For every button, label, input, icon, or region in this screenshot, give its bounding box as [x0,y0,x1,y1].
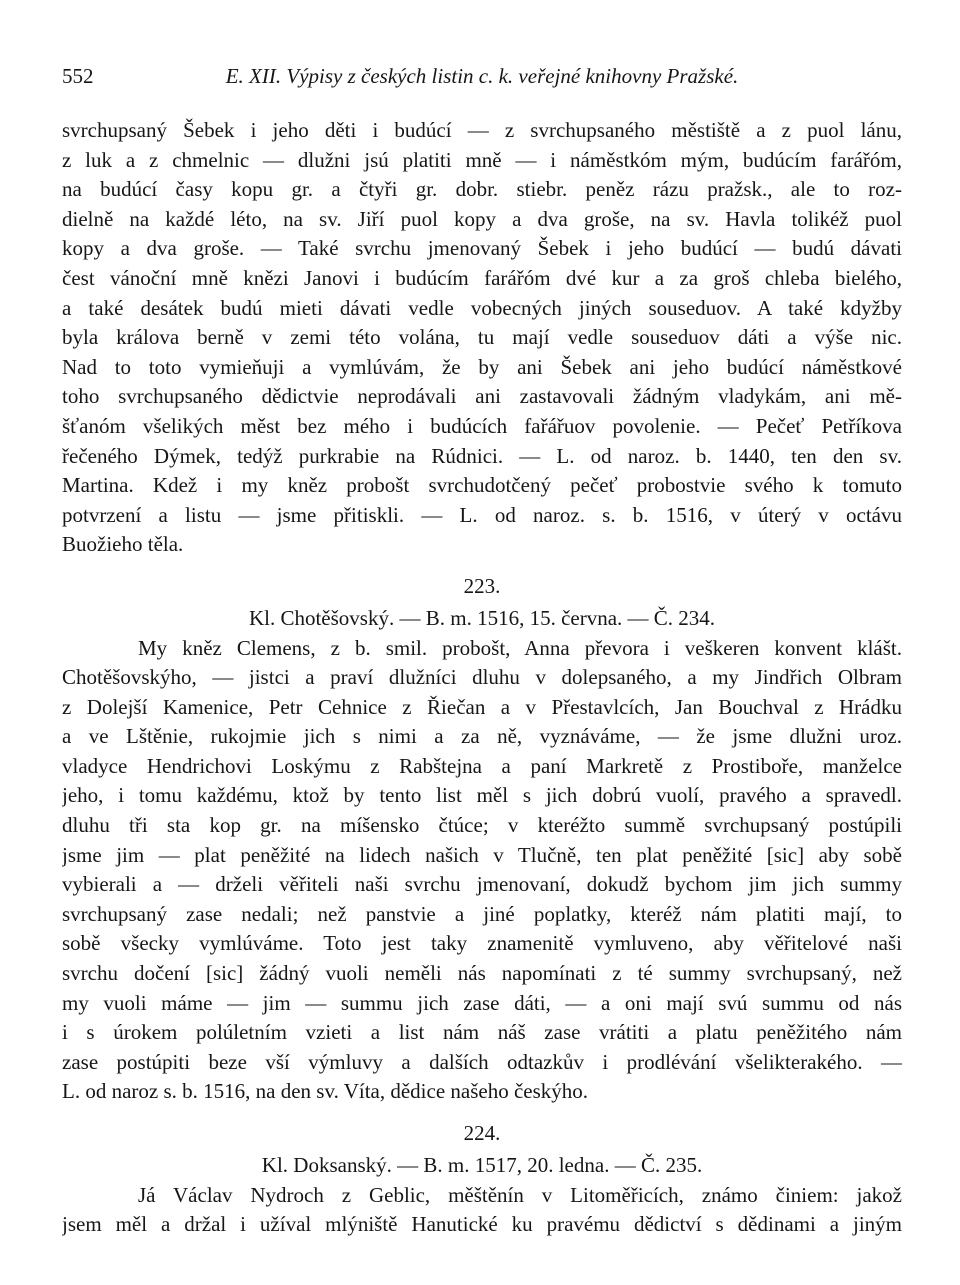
page-number: 552 [62,64,94,88]
document-source: Kl. Chotěšovský. — B. m. 1516, 15. června. — Č. 234. [248,605,716,630]
document-text [62,634,902,1108]
text-line: My kněz Clemens, z b. smil. probošt, Anna převora i veškeren konvent klášt. [138,635,902,660]
text-line: svrchupsaný zase nedali; než panstvie a jiné poplatky, kteréž nám platiti mají, to [62,901,902,926]
text-line: potvrzení a listu — jsme přitiskli. — L. od naroz. s. b. 1516, v úterý v octávu [62,502,902,527]
text-line: z luk a z chmelnic — dlužni jsú platiti mně — i náměstkóm mým, budúcím farářóm, [62,147,902,172]
text-line: i s úrokem polúletním vzieti a list nám náš zase vrátiti a platu peněžitého nám [62,1020,902,1045]
text-line: Nad to toto vymieňuji a vymlúvám, že by ani Šebek ani jeho budúcí náměstkové [62,354,902,379]
text-line: šťanóm všelikých měst bez mého i budúcích fařářuov povolenie. — Pečeť Petříkova [62,413,902,438]
text-line: čest vánoční mně knězi Janovi i budúcím farářóm dvé kur a za groš chleba bielého, [62,265,902,290]
text-line: na budúcí časy kopu gr. a čtyři gr. dobr. stiebr. peněz rázu pražsk., ale to roz- [62,177,902,202]
text-line: Já Václav Nydroch z Geblic, měštěnín v Litoměřicích, známo činiem: jakož [138,1182,902,1207]
text-line: vladyce Hendrichovi Loskýmu z Rabštejna a paní Markretě z Prostiboře, manželce [62,753,902,778]
text-line: jsme jim — plat peněžité na lidech našich v Tlučně, ten plat peněžité [sic] aby sobě [62,842,902,867]
document-number: 223. [463,573,501,598]
continuation-paragraph [62,116,902,560]
text-line: Buožieho těla. [62,532,184,557]
document-source: Kl. Doksanský. — B. m. 1517, 20. ledna. — Č. 235. [261,1153,703,1177]
text-line: sobě všecky vymlúváme. Toto jest taky znamenitě vymluveno, aby věřitelové naši [62,931,902,956]
text-line: zase postúpiti beze vší výmluvy a dalších odtazkův i prodlévání všelikterakého. — [62,1049,902,1074]
text-line: svrchupsaný Šebek i jeho děti i budúcí — z svrchupsaného městiště a z puol lánu, [62,118,902,142]
text-line: řečeného Dýmek, tedýž purkrabie na Rúdnici. — L. od naroz. b. 1440, ten den sv. [62,443,902,468]
text-line: a také desátek budú mieti dávati vedle vobecných jiných souseduov. A také kdyžby [62,295,902,320]
text-line: z Dolejší Kamenice, Petr Cehnice z Řiečan a v Přestavlcích, Jan Bouchval z Hrádku [62,694,902,719]
text-line: jsem měl a držal i užíval mlýniště Hanutické ku pravému dědictví s dědinami a jiným [62,1212,902,1237]
text-line: Chotěšovskýho, — jistci a praví dlužníci dluhu v dolepsaného, a my Jindřich Olbram [62,665,902,690]
text-line: kopy a dva groše. — Také svrchu jmenovaný Šebek i jeho budúcí — budú dávati [62,236,902,261]
text-line: vybierali a — drželi věřiteli naši svrchu jmenovaní, dokudž bychom jim jich summy [62,872,902,897]
text-line: dielně na každé léto, na sv. Jiří puol kopy a dva groše, na sv. Havla tolikéž puol [62,206,902,231]
text-line: dluhu tři sta kop gr. na míšensko čtúce; v kteréžto summě svrchupsaný postúpili [62,813,902,838]
text-line: jeho, i tomu každému, ktož by tento list měl s jich dobrú vuolí, pravého a spravedl. [62,783,902,808]
text-line: L. od naroz s. b. 1516, na den sv. Víta, dědice našeho českýho. [62,1079,589,1104]
text-line: Martina. Kdež i my kněz probošt svrchudotčený pečeť probostvie svého k tomuto [62,473,902,498]
text-line: svrchu dočení [sic] žádný vuoli neměli nás napomínati z té summy svrchupsaný, než [62,961,902,986]
running-title: E. XII. Výpisy z českých listin c. k. veřejné knihovny Pražské. [225,64,739,88]
document-text [62,1181,902,1240]
document-number: 224. [463,1121,501,1145]
text-line: my vuoli máme — jim — summu jich zase dáti, — a oni mají svú summu od nás [62,990,902,1015]
page-header [62,62,902,90]
text-line: toho svrchupsaného dědictvie neprodávali ani zastavovali žádným vladykám, ani mě- [62,384,902,409]
text-line: a ve Lštěnie, rukojmie jich s nimi a za ně, vyznáváme, — že jsme dlužni uroz. [62,724,902,749]
text-line: byla králova berně v zemi této volána, tu mají vedle souseduov dáti a výše nic. [62,325,902,350]
page-body [62,116,902,1240]
